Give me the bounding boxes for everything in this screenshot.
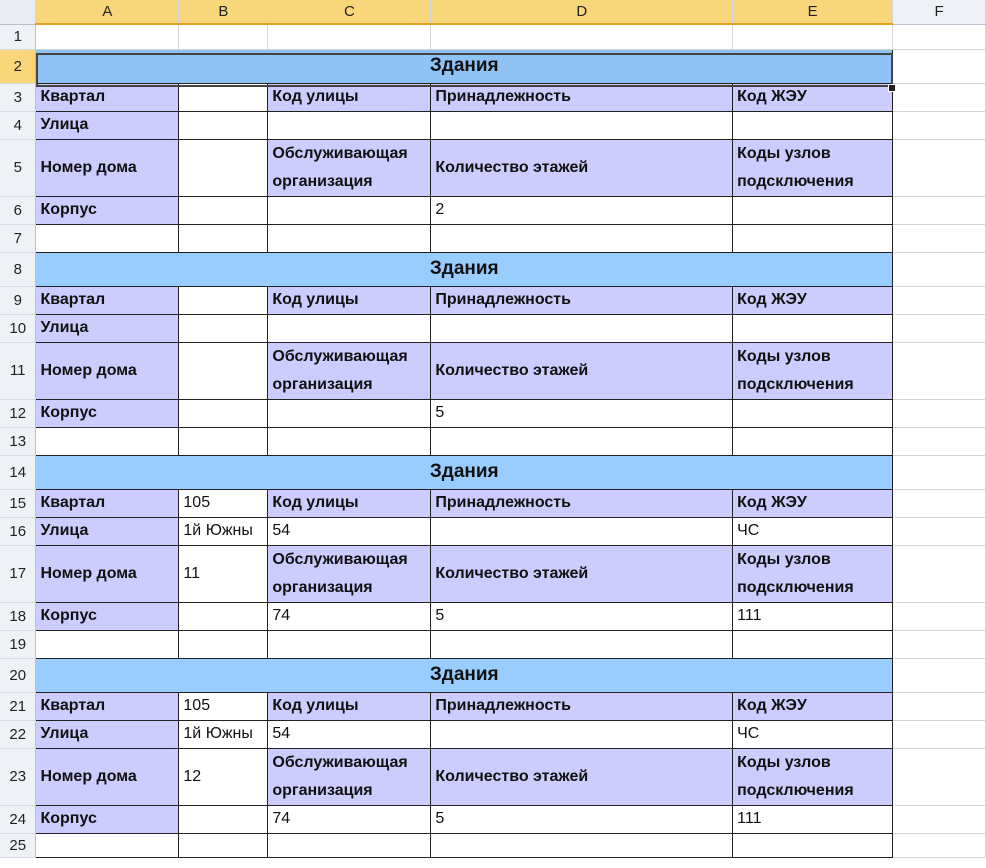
cell[interactable] [268, 24, 431, 49]
cell[interactable] [36, 224, 179, 252]
cell[interactable] [268, 427, 431, 455]
fill-handle[interactable] [888, 84, 896, 92]
value-prinadlezhnost[interactable] [431, 314, 733, 342]
value-kody-uzlov[interactable] [733, 196, 893, 224]
sheet-row [0, 49, 986, 83]
cell[interactable] [36, 427, 179, 455]
value-nomer-doma[interactable]: 12 [179, 748, 268, 805]
value-nomer-doma[interactable] [179, 139, 268, 196]
label-kody-uzlov[interactable]: Коды узлов подсключения [733, 545, 893, 602]
cell[interactable] [893, 24, 986, 49]
sheet-row [0, 252, 986, 286]
column-header-c[interactable]: C [268, 0, 431, 24]
cell[interactable] [893, 83, 986, 111]
row-header[interactable]: 19 [0, 630, 36, 658]
label-kvartal[interactable]: Квартал [36, 692, 179, 720]
cell[interactable] [179, 630, 268, 658]
row-header[interactable]: 13 [0, 427, 36, 455]
cell[interactable] [733, 630, 893, 658]
label-kod-zheu[interactable]: Код ЖЭУ [733, 692, 893, 720]
label-kod-zheu[interactable]: Код ЖЭУ [733, 286, 893, 314]
label-obsl-org[interactable]: Обслуживающая организация [268, 342, 431, 399]
label-prinadlezhnost[interactable]: Принадлежность [431, 286, 733, 314]
row-header[interactable]: 5 [0, 139, 36, 196]
cell[interactable] [893, 658, 986, 692]
value-prinadlezhnost[interactable] [431, 720, 733, 748]
row-header[interactable]: 1 [0, 24, 36, 49]
value-nomer-doma[interactable]: 11 [179, 545, 268, 602]
row-header[interactable]: 15 [0, 489, 36, 517]
value-kod-zheu[interactable] [733, 314, 893, 342]
sheet-row [0, 196, 986, 224]
cell[interactable] [893, 692, 986, 720]
cell[interactable] [733, 833, 893, 857]
row-header[interactable]: 23 [0, 748, 36, 805]
label-nomer-doma[interactable]: Номер дома [36, 748, 179, 805]
label-kol-etazhey[interactable]: Количество этажей [431, 545, 733, 602]
cell[interactable] [893, 602, 986, 630]
cell[interactable] [893, 196, 986, 224]
row-header[interactable]: 8 [0, 252, 36, 286]
value-kod-ulicy[interactable]: 54 [268, 720, 431, 748]
cell[interactable] [893, 833, 986, 857]
value-kvartal[interactable] [179, 83, 268, 111]
value-kod-zheu[interactable] [733, 111, 893, 139]
select-all-corner[interactable] [0, 0, 36, 24]
sheet-row [0, 111, 986, 139]
label-kod-ulicy[interactable]: Код улицы [268, 692, 431, 720]
value-kol-etazhey[interactable]: 5 [431, 602, 733, 630]
label-kol-etazhey[interactable]: Количество этажей [431, 748, 733, 805]
label-korpus[interactable]: Корпус [36, 196, 179, 224]
value-kody-uzlov[interactable] [733, 399, 893, 427]
label-ulica[interactable]: Улица [36, 720, 179, 748]
cell[interactable] [893, 805, 986, 833]
row-header[interactable]: 6 [0, 196, 36, 224]
label-prinadlezhnost[interactable]: Принадлежность [431, 83, 733, 111]
cell[interactable] [893, 545, 986, 602]
value-kol-etazhey[interactable]: 2 [431, 196, 733, 224]
column-header-b[interactable]: B [179, 0, 268, 24]
value-prinadlezhnost[interactable] [431, 517, 733, 545]
cell[interactable] [36, 24, 179, 49]
label-prinadlezhnost[interactable]: Принадлежность [431, 489, 733, 517]
column-header-e[interactable]: E [733, 0, 893, 24]
row-header[interactable]: 2 [0, 49, 36, 83]
column-header-d[interactable]: D [431, 0, 733, 24]
cell[interactable] [893, 252, 986, 286]
value-nomer-doma[interactable] [179, 342, 268, 399]
cell[interactable] [893, 399, 986, 427]
cell[interactable] [431, 630, 733, 658]
value-ulica[interactable]: 1й Южны [179, 517, 268, 545]
cell[interactable] [179, 833, 268, 857]
cell[interactable] [268, 224, 431, 252]
cell[interactable] [893, 49, 986, 83]
value-kvartal[interactable] [179, 286, 268, 314]
label-kvartal[interactable]: Квартал [36, 83, 179, 111]
cell[interactable] [893, 489, 986, 517]
table-title[interactable]: Здания [36, 252, 893, 286]
value-kod-zheu[interactable]: ЧС [733, 720, 893, 748]
label-kvartal[interactable]: Квартал [36, 489, 179, 517]
value-kody-uzlov[interactable]: 111 [733, 602, 893, 630]
sheet-row [0, 545, 986, 602]
cell[interactable] [268, 630, 431, 658]
cell[interactable] [893, 427, 986, 455]
sheet-row [0, 83, 986, 111]
value-kody-uzlov[interactable]: 111 [733, 805, 893, 833]
sheet-row [0, 833, 986, 857]
label-kvartal[interactable]: Квартал [36, 286, 179, 314]
label-obsl-org[interactable]: Обслуживающая организация [268, 545, 431, 602]
label-nomer-doma[interactable]: Номер дома [36, 342, 179, 399]
cell[interactable] [893, 455, 986, 489]
cell[interactable] [893, 517, 986, 545]
sheet-row [0, 24, 986, 49]
row-header[interactable]: 7 [0, 224, 36, 252]
row-header[interactable]: 4 [0, 111, 36, 139]
sheet-row [0, 658, 986, 692]
label-kol-etazhey[interactable]: Количество этажей [431, 139, 733, 196]
cell[interactable] [36, 630, 179, 658]
sheet-row [0, 602, 986, 630]
sheet-row [0, 286, 986, 314]
sheet-row [0, 692, 986, 720]
value-kod-zheu[interactable]: ЧС [733, 517, 893, 545]
cell[interactable] [179, 427, 268, 455]
row-header[interactable]: 14 [0, 455, 36, 489]
cell[interactable] [431, 24, 733, 49]
table-title[interactable]: Здания [36, 658, 893, 692]
value-kol-etazhey[interactable]: 5 [431, 399, 733, 427]
label-kody-uzlov[interactable]: Коды узлов подсключения [733, 139, 893, 196]
sheet-row [0, 748, 986, 805]
label-ulica[interactable]: Улица [36, 111, 179, 139]
column-header-a[interactable]: A [36, 0, 179, 24]
value-ulica[interactable] [179, 314, 268, 342]
cell[interactable] [733, 224, 893, 252]
cell[interactable] [431, 427, 733, 455]
label-obsl-org[interactable]: Обслуживающая организация [268, 139, 431, 196]
table-title[interactable]: Здания [36, 455, 893, 489]
cell[interactable] [431, 833, 733, 857]
cell[interactable] [733, 24, 893, 49]
value-kvartal[interactable]: 105 [179, 692, 268, 720]
value-kod-ulicy[interactable] [268, 111, 431, 139]
cell[interactable] [179, 24, 268, 49]
column-header-f[interactable]: F [893, 0, 986, 24]
sheet-row [0, 805, 986, 833]
sheet-row [0, 489, 986, 517]
row-header[interactable]: 24 [0, 805, 36, 833]
label-kod-ulicy[interactable]: Код улицы [268, 83, 431, 111]
value-obsl-org[interactable] [268, 196, 431, 224]
cell[interactable] [431, 224, 733, 252]
value-korpus[interactable] [179, 196, 268, 224]
cell[interactable] [893, 720, 986, 748]
sheet-row [0, 455, 986, 489]
cell[interactable] [893, 111, 986, 139]
cell[interactable] [268, 833, 431, 857]
row-header[interactable]: 16 [0, 517, 36, 545]
label-nomer-doma[interactable]: Номер дома [36, 545, 179, 602]
label-kody-uzlov[interactable]: Коды узлов подсключения [733, 342, 893, 399]
table-title[interactable]: Здания [36, 49, 893, 83]
sheet-row [0, 342, 986, 399]
value-kol-etazhey[interactable]: 5 [431, 805, 733, 833]
sheet-row [0, 139, 986, 196]
row-header[interactable]: 17 [0, 545, 36, 602]
label-ulica[interactable]: Улица [36, 314, 179, 342]
value-obsl-org[interactable] [268, 399, 431, 427]
label-ulica[interactable]: Улица [36, 517, 179, 545]
value-ulica[interactable]: 1й Южны [179, 720, 268, 748]
sheet-row [0, 427, 986, 455]
cell[interactable] [893, 748, 986, 805]
sheet-row [0, 720, 986, 748]
sheet-row [0, 399, 986, 427]
value-korpus[interactable] [179, 602, 268, 630]
value-obsl-org[interactable]: 74 [268, 805, 431, 833]
row-header[interactable]: 25 [0, 833, 36, 857]
row-header[interactable]: 21 [0, 692, 36, 720]
label-prinadlezhnost[interactable]: Принадлежность [431, 692, 733, 720]
label-korpus[interactable]: Корпус [36, 399, 179, 427]
row-header[interactable]: 3 [0, 83, 36, 111]
row-header[interactable]: 11 [0, 342, 36, 399]
cell[interactable] [36, 833, 179, 857]
cell[interactable] [893, 139, 986, 196]
value-kvartal[interactable]: 105 [179, 489, 268, 517]
value-korpus[interactable] [179, 805, 268, 833]
cell[interactable] [893, 314, 986, 342]
label-kody-uzlov[interactable]: Коды узлов подсключения [733, 748, 893, 805]
label-kod-zheu[interactable]: Код ЖЭУ [733, 83, 893, 111]
row-header[interactable]: 10 [0, 314, 36, 342]
cell[interactable] [179, 224, 268, 252]
cell[interactable] [893, 224, 986, 252]
value-prinadlezhnost[interactable] [431, 111, 733, 139]
sheet-row [0, 224, 986, 252]
cell[interactable] [733, 427, 893, 455]
label-kod-zheu[interactable]: Код ЖЭУ [733, 489, 893, 517]
row-header[interactable]: 9 [0, 286, 36, 314]
label-kod-ulicy[interactable]: Код улицы [268, 286, 431, 314]
cell[interactable] [893, 342, 986, 399]
cell[interactable] [893, 630, 986, 658]
value-kod-ulicy[interactable]: 54 [268, 517, 431, 545]
sheet-row [0, 630, 986, 658]
label-obsl-org[interactable]: Обслуживающая организация [268, 748, 431, 805]
label-kod-ulicy[interactable]: Код улицы [268, 489, 431, 517]
value-ulica[interactable] [179, 111, 268, 139]
label-kol-etazhey[interactable]: Количество этажей [431, 342, 733, 399]
sheet-row [0, 314, 986, 342]
cell[interactable] [893, 286, 986, 314]
row-header[interactable]: 20 [0, 658, 36, 692]
sheet-row [0, 517, 986, 545]
label-nomer-doma[interactable]: Номер дома [36, 139, 179, 196]
value-korpus[interactable] [179, 399, 268, 427]
label-korpus[interactable]: Корпус [36, 602, 179, 630]
value-obsl-org[interactable]: 74 [268, 602, 431, 630]
row-header[interactable]: 12 [0, 399, 36, 427]
value-kod-ulicy[interactable] [268, 314, 431, 342]
row-header[interactable]: 22 [0, 720, 36, 748]
label-korpus[interactable]: Корпус [36, 805, 179, 833]
row-header[interactable]: 18 [0, 602, 36, 630]
